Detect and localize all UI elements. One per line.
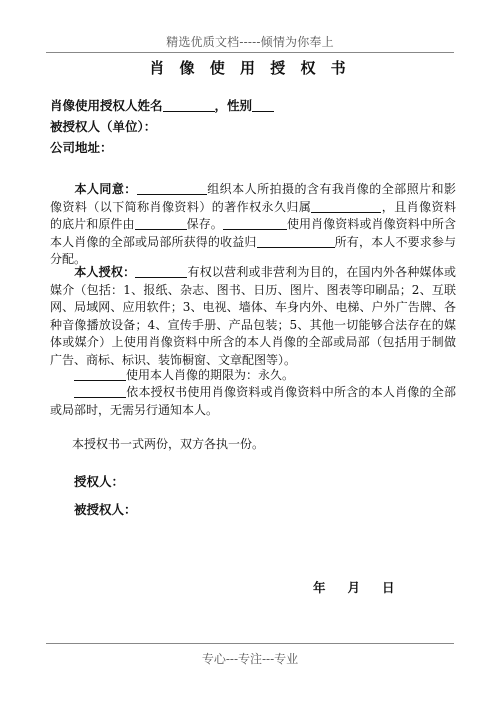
notify-blank[interactable] [74, 385, 126, 398]
consent-blank-2[interactable] [311, 200, 381, 213]
consent-blank-4[interactable] [223, 217, 287, 230]
consent-paragraph [50, 181, 456, 269]
consent-text-4: 使用肖像资料或肖像资料中所含本人肖像的全部或局部所获得的收益归 [50, 217, 456, 249]
authorizer-name-label: 肖像使用授权人姓名 [50, 98, 163, 113]
period-blank[interactable] [74, 368, 126, 381]
consent-blank-3[interactable] [135, 217, 187, 230]
month-label: 月 [347, 580, 363, 595]
consent-blank-5[interactable] [257, 235, 335, 248]
authorizer-name-line [50, 96, 274, 114]
date-line [313, 578, 417, 596]
consent-text-1: 组织本人所拍摄的含有我肖像的全部照片和影像资料（以下简称肖像资料）的著作权永久归属 [50, 182, 456, 214]
authorization-blank[interactable] [135, 265, 187, 278]
consent-text-2: ，且肖像资料的底片和原件由 [50, 199, 456, 231]
document-title: 肖 像 使 用 授 权 书 [149, 59, 351, 77]
gender-blank[interactable] [252, 99, 274, 112]
day-label: 日 [382, 580, 397, 595]
notify-paragraph [50, 384, 456, 419]
authorization-lead: 本人授权： [74, 265, 136, 279]
gender-label: ，性别 [214, 98, 253, 113]
authorized-party-line: 被授权人（单位）： [50, 119, 157, 134]
page-header: 精选优质文档-----倾情为你奉上 [166, 35, 334, 49]
page-footer: 专心---专注---专业 [201, 652, 299, 666]
consent-text-5: 所有，本人不要求参与分配。 [50, 234, 456, 266]
period-paragraph [50, 367, 456, 385]
consent-blank-1[interactable] [137, 182, 207, 195]
authorizer-signature-label: 授权人： [74, 474, 125, 489]
authorization-text: 有权以营利或非营利为目的，在国内外各种媒体或媒介（包括：1、报纸、杂志、图书、日历、图片、图表等印刷品；2、互联网、局域网、应用软件；3、电视、墙体、车身内外、电梯、户外广告牌、各种音像播放设备；4、宣传手册、产品包装；5、其他一切能够合法存在的媒体或媒介）上使用肖像资料中所含的本人肖像的全部或局部（包括用于制做广告、商标、标识、装饰橱窗、文章配图等）。 [50, 265, 456, 367]
footer-divider [46, 643, 454, 644]
authorization-paragraph [50, 264, 456, 369]
consent-lead: 本人同意： [74, 182, 137, 196]
year-label: 年 [313, 580, 328, 595]
company-address-line: 公司地址： [50, 140, 113, 155]
header-divider [46, 52, 454, 53]
copies-text: 本授权书一式两份，双方各执一份。 [72, 437, 265, 451]
period-text: 使用本人肖像的期限为：永久。 [126, 368, 295, 382]
name-blank[interactable] [163, 99, 215, 112]
consent-text-3: 保存。 [186, 217, 223, 231]
authorized-signature-label: 被授权人： [74, 502, 137, 517]
notify-text: 依本授权书使用肖像资料或肖像资料中所含的本人肖像的全部或局部时，无需另行通知本人。 [50, 385, 456, 417]
